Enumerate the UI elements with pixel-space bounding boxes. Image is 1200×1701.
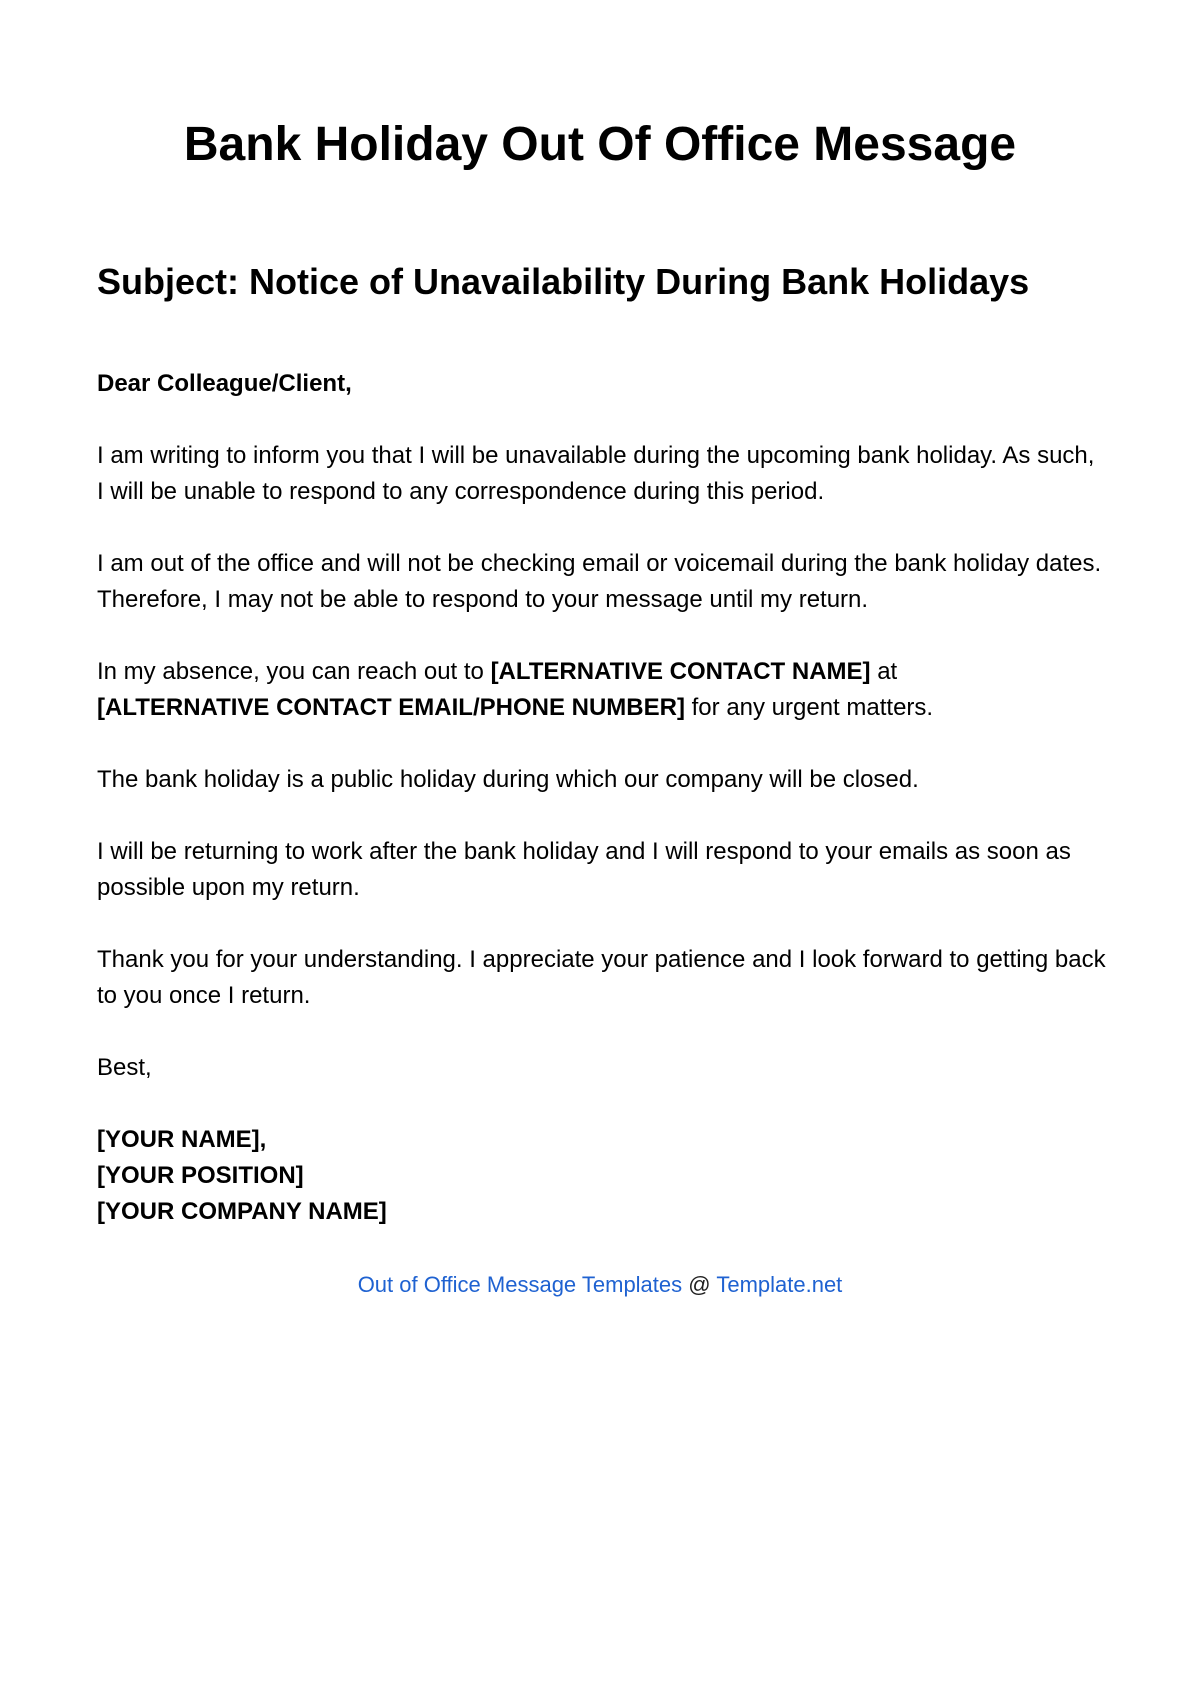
contact-prefix: In my absence, you can reach out to xyxy=(97,658,491,685)
page-title: Bank Holiday Out Of Office Message xyxy=(183,118,1017,171)
closing: Best, xyxy=(97,1054,152,1081)
letter-body xyxy=(97,366,1107,1230)
template-site-link[interactable]: Template.net xyxy=(716,1272,843,1297)
paragraph-return: I will be returning to work after the bank holiday and I will respond to your emails as soon as possible upon my return. xyxy=(97,838,1071,901)
signature-name: [YOUR NAME], xyxy=(97,1126,267,1153)
paragraph-thanks: Thank you for your understanding. I appreciate your patience and I look forward to getting back to you once I return. xyxy=(97,946,1106,1009)
alternative-contact-name: [ALTERNATIVE CONTACT NAME] xyxy=(490,658,871,685)
paragraph-company-closed: The bank holiday is a public holiday during which our company will be closed. xyxy=(97,766,919,793)
footer xyxy=(0,1270,1200,1300)
templates-link[interactable]: Out of Office Message Templates xyxy=(357,1272,683,1297)
paragraph-intro: I am writing to inform you that I will be unavailable during the upcoming bank holiday. As such, I will be unable to respond to any correspondence during this period. xyxy=(97,442,1095,505)
signature-block xyxy=(97,1122,1107,1230)
paragraph-out-of-office: I am out of the office and will not be checking email or voicemail during the bank holiday dates. Therefore, I may not be able to respond to your message until my return. xyxy=(97,550,1102,613)
signature-company: [YOUR COMPANY NAME] xyxy=(97,1198,387,1225)
footer-separator: @ xyxy=(682,1272,717,1297)
paragraph-alternative-contact xyxy=(97,654,1107,726)
subject-line: Subject: Notice of Unavailability During Bank Holidays xyxy=(97,261,1030,302)
alternative-contact-details: [ALTERNATIVE CONTACT EMAIL/PHONE NUMBER] xyxy=(97,694,685,721)
contact-middle: at xyxy=(870,658,898,685)
signature-position: [YOUR POSITION] xyxy=(97,1162,304,1189)
greeting: Dear Colleague/Client, xyxy=(97,370,352,397)
contact-suffix: for any urgent matters. xyxy=(684,694,934,721)
